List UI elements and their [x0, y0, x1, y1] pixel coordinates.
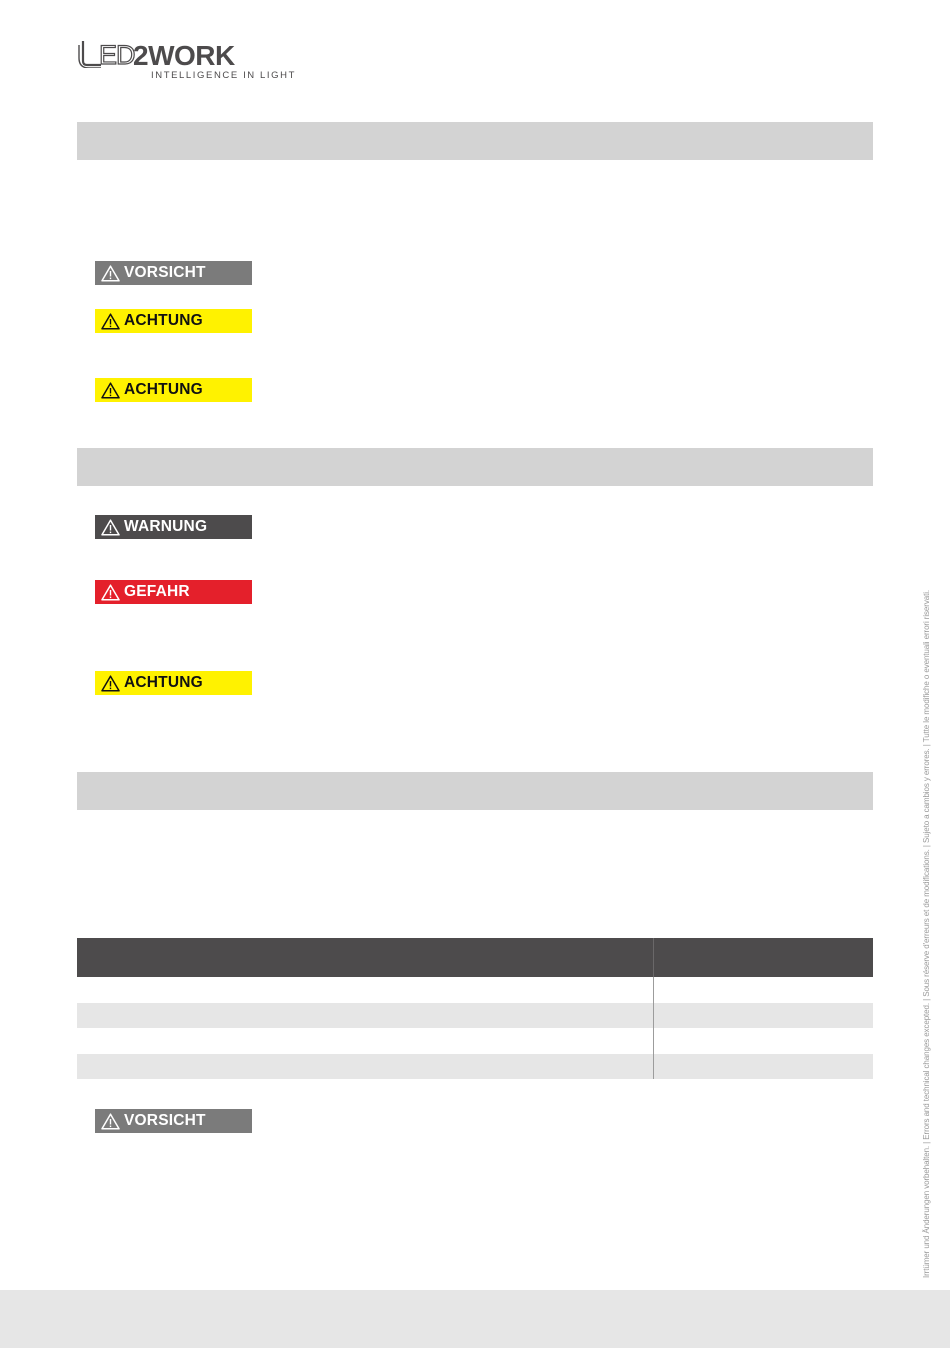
svg-text:2WORK: 2WORK: [133, 40, 235, 68]
badge-label: ACHTUNG: [124, 312, 203, 329]
table-row: [77, 1003, 873, 1029]
table-cell: [77, 1054, 654, 1080]
table-header-cell: [654, 938, 873, 977]
footer-band: [0, 1290, 950, 1348]
table-cell: [654, 977, 873, 1003]
warning-triangle-icon: [101, 313, 120, 330]
table-cell: [654, 1054, 873, 1080]
table-cell: [654, 1028, 873, 1054]
table-header: [77, 938, 873, 977]
svg-text:ED: ED: [99, 40, 135, 68]
table-cell: [654, 1003, 873, 1029]
badge-label: GEFAHR: [124, 583, 190, 600]
table-cell: [77, 1028, 654, 1054]
warning-triangle-icon: [101, 675, 120, 692]
warning-triangle-icon: [101, 584, 120, 601]
attention-badge: [95, 671, 252, 695]
badge-label: ACHTUNG: [124, 674, 203, 691]
danger-badge: [95, 580, 252, 604]
disclaimer-side-note: Irrtümer und Änderungen vorbehalten. | Errors and technical changes excepted. | Sous réserve d'erreurs et de modifications. | Sujeto a cambios y errores. | Tutte le modifiche o eventuali errori riservati.: [922, 589, 931, 1278]
section-header-bar: [77, 772, 873, 810]
table-row: [77, 1054, 873, 1080]
section-header-bar: [77, 122, 873, 160]
warning-triangle-icon: [101, 265, 120, 282]
warning-triangle-icon: [101, 1113, 120, 1130]
attention-badge: [95, 378, 252, 402]
badge-label: VORSICHT: [124, 1112, 206, 1129]
table-row: [77, 977, 873, 1003]
table-row: [77, 1028, 873, 1054]
warning-triangle-icon: [101, 382, 120, 399]
table-cell: [77, 1003, 654, 1029]
table-cell: [77, 977, 654, 1003]
attention-badge: [95, 309, 252, 333]
caution-badge: [95, 261, 252, 285]
warning-badge: [95, 515, 252, 539]
section-header-bar: [77, 448, 873, 486]
led2work-logo: [77, 38, 317, 68]
caution-badge: [95, 1109, 252, 1133]
table-header-cell: [77, 938, 654, 977]
warning-triangle-icon: [101, 519, 120, 536]
badge-label: VORSICHT: [124, 264, 206, 281]
badge-label: WARNUNG: [124, 518, 208, 535]
brand-tagline: INTELLIGENCE IN LIGHT: [151, 70, 296, 81]
data-table: [77, 938, 873, 1079]
badge-label: ACHTUNG: [124, 381, 203, 398]
